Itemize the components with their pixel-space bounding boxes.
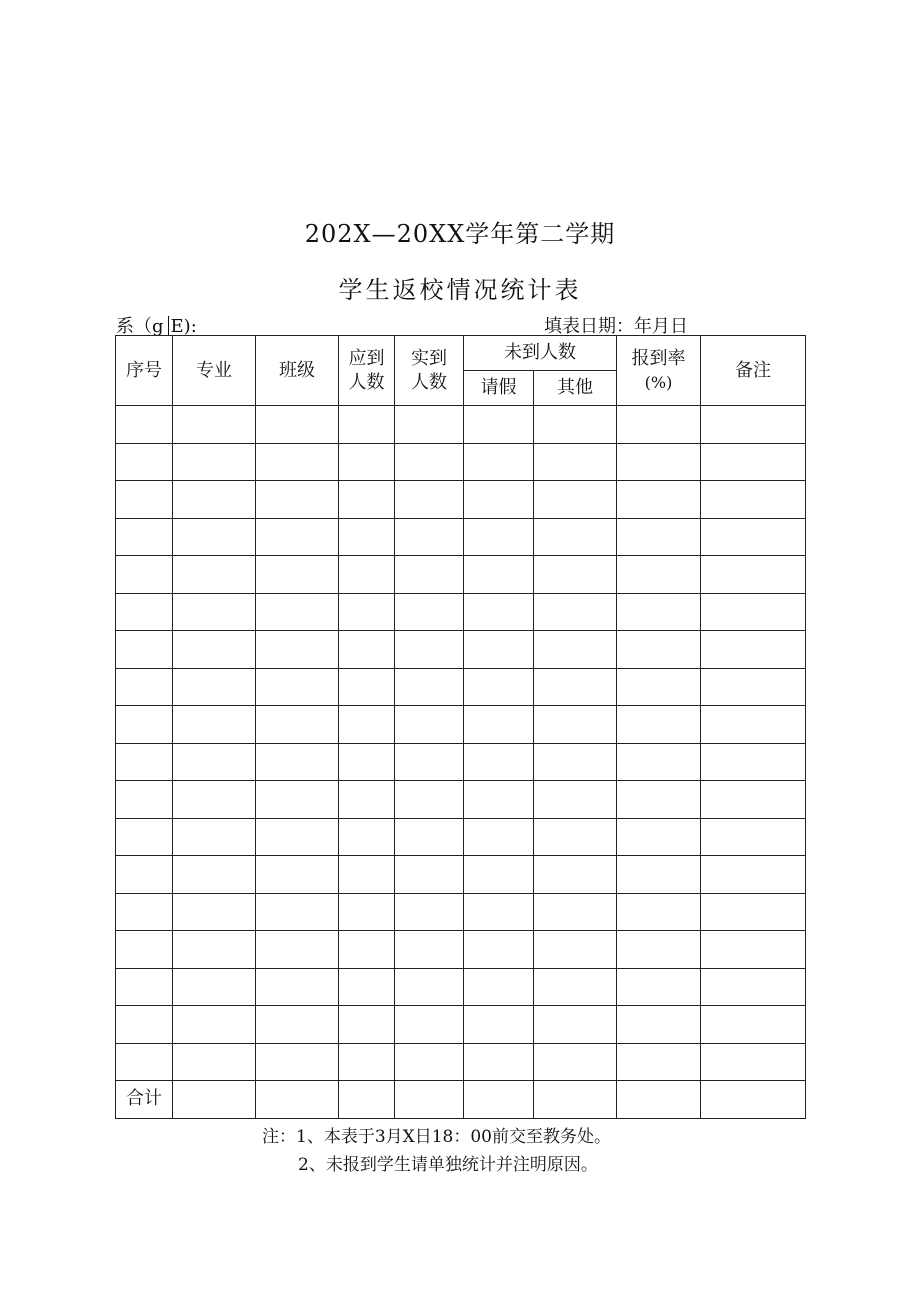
table-cell[interactable]	[464, 1043, 534, 1081]
table-cell[interactable]	[464, 1006, 534, 1044]
table-cell[interactable]	[464, 856, 534, 894]
table-cell[interactable]	[534, 593, 617, 631]
table-cell[interactable]	[339, 556, 395, 594]
table-row	[116, 968, 806, 1006]
table-cell[interactable]	[395, 893, 464, 931]
table-cell[interactable]	[173, 893, 256, 931]
table-cell[interactable]	[116, 893, 173, 931]
table-cell[interactable]	[534, 818, 617, 856]
table-row	[116, 856, 806, 894]
table-cell[interactable]	[534, 443, 617, 481]
table-cell[interactable]	[464, 668, 534, 706]
table-cell[interactable]	[116, 481, 173, 519]
table-cell[interactable]	[339, 631, 395, 669]
department-separator	[168, 316, 169, 336]
table-cell[interactable]	[256, 481, 339, 519]
table-cell[interactable]	[617, 443, 701, 481]
table-cell[interactable]	[339, 518, 395, 556]
total-label: 合计	[116, 1081, 173, 1119]
table-cell[interactable]	[534, 1006, 617, 1044]
table-row	[116, 593, 806, 631]
header-other: 其他	[534, 371, 617, 406]
table-cell[interactable]	[701, 443, 806, 481]
table-cell[interactable]	[173, 856, 256, 894]
table-cell[interactable]	[173, 818, 256, 856]
table-cell[interactable]	[464, 556, 534, 594]
table-cell[interactable]	[464, 743, 534, 781]
table-cell[interactable]	[256, 818, 339, 856]
table-cell[interactable]	[339, 781, 395, 819]
table-cell[interactable]	[464, 818, 534, 856]
table-cell[interactable]	[173, 556, 256, 594]
table-cell[interactable]	[617, 668, 701, 706]
table-cell[interactable]	[534, 668, 617, 706]
table-row	[116, 743, 806, 781]
table-row	[116, 406, 806, 444]
fill-date-field[interactable]: 填表日期：年月日	[544, 316, 688, 337]
table-cell[interactable]	[339, 1006, 395, 1044]
table-cell[interactable]	[701, 1043, 806, 1081]
table-cell[interactable]	[339, 818, 395, 856]
table-cell[interactable]	[464, 706, 534, 744]
table-cell[interactable]	[701, 968, 806, 1006]
table-cell[interactable]	[116, 518, 173, 556]
table-cell[interactable]	[534, 743, 617, 781]
header-rate-line1: 报到率	[631, 347, 686, 369]
table-cell[interactable]	[464, 443, 534, 481]
table-cell[interactable]	[116, 931, 173, 969]
header-actual	[395, 336, 464, 406]
table-cell[interactable]	[617, 893, 701, 931]
table-cell[interactable]	[173, 1081, 256, 1119]
table-cell[interactable]	[173, 668, 256, 706]
table-cell[interactable]	[339, 968, 395, 1006]
table-cell[interactable]	[173, 593, 256, 631]
table-cell[interactable]	[173, 406, 256, 444]
table-cell[interactable]	[256, 743, 339, 781]
table-cell[interactable]	[701, 593, 806, 631]
table-cell[interactable]	[701, 781, 806, 819]
table-cell[interactable]	[173, 931, 256, 969]
table-cell[interactable]	[116, 856, 173, 894]
table-cell[interactable]	[534, 968, 617, 1006]
table-row	[116, 931, 806, 969]
table-cell[interactable]	[256, 406, 339, 444]
table-cell[interactable]	[617, 818, 701, 856]
table-cell[interactable]	[617, 406, 701, 444]
form-title-term: 202X—20XX学年第二学期	[304, 220, 616, 248]
table-cell[interactable]	[701, 743, 806, 781]
table-cell[interactable]	[173, 518, 256, 556]
table-row	[116, 1043, 806, 1081]
table-cell[interactable]	[256, 1043, 339, 1081]
table-cell[interactable]	[116, 818, 173, 856]
table-cell[interactable]	[256, 781, 339, 819]
table-cell[interactable]	[339, 856, 395, 894]
table-cell[interactable]	[256, 443, 339, 481]
table-cell[interactable]	[464, 518, 534, 556]
table-cell[interactable]	[395, 593, 464, 631]
header-leave: 请假	[464, 371, 534, 406]
table-cell[interactable]	[116, 743, 173, 781]
table-cell[interactable]	[464, 968, 534, 1006]
table-cell[interactable]	[116, 781, 173, 819]
table-row	[116, 781, 806, 819]
header-remarks: 备注	[701, 336, 806, 406]
header-expected-line1: 应到	[348, 347, 385, 369]
table-cell[interactable]	[256, 668, 339, 706]
table-cell[interactable]	[173, 781, 256, 819]
table-cell[interactable]	[339, 1043, 395, 1081]
table-row	[116, 818, 806, 856]
table-cell[interactable]	[617, 1006, 701, 1044]
table-cell[interactable]	[116, 1043, 173, 1081]
table-cell[interactable]	[395, 1043, 464, 1081]
form-title-name: 学生返校情况统计表	[338, 276, 582, 304]
table-cell[interactable]	[395, 406, 464, 444]
table-cell[interactable]	[395, 668, 464, 706]
table-cell[interactable]	[339, 931, 395, 969]
table-cell[interactable]	[701, 818, 806, 856]
department-label-b: E):	[170, 316, 197, 337]
header-absent: 未到人数	[464, 336, 617, 371]
table-cell[interactable]	[339, 593, 395, 631]
table-cell[interactable]	[701, 518, 806, 556]
table-cell[interactable]	[339, 706, 395, 744]
table-cell[interactable]	[339, 481, 395, 519]
table-cell[interactable]	[256, 706, 339, 744]
table-cell[interactable]	[395, 1081, 464, 1119]
table-cell[interactable]	[173, 443, 256, 481]
table-cell[interactable]	[617, 931, 701, 969]
table-cell[interactable]	[173, 743, 256, 781]
return-statistics-table	[115, 335, 806, 1119]
header-major: 专业	[173, 336, 256, 406]
table-cell[interactable]	[617, 743, 701, 781]
table-cell[interactable]	[395, 518, 464, 556]
table-cell[interactable]	[464, 631, 534, 669]
header-rate	[617, 336, 701, 406]
table-cell[interactable]	[173, 1043, 256, 1081]
table-cell[interactable]	[617, 481, 701, 519]
table-cell[interactable]	[534, 706, 617, 744]
table-cell[interactable]	[339, 743, 395, 781]
table-cell[interactable]	[173, 631, 256, 669]
total-row	[116, 1081, 806, 1119]
table-cell[interactable]	[534, 931, 617, 969]
table-cell[interactable]	[617, 781, 701, 819]
table-row	[116, 631, 806, 669]
table-cell[interactable]	[395, 706, 464, 744]
department-label-a: 系（g	[116, 316, 164, 337]
table-cell[interactable]	[617, 518, 701, 556]
table-cell[interactable]	[256, 931, 339, 969]
table-cell[interactable]	[116, 668, 173, 706]
header-class: 班级	[256, 336, 339, 406]
table-row	[116, 1006, 806, 1044]
table-row	[116, 893, 806, 931]
note-2: 2、未报到学生请单独统计并注明原因。	[298, 1155, 598, 1175]
table-cell[interactable]	[395, 743, 464, 781]
table-cell[interactable]	[116, 631, 173, 669]
table-cell[interactable]	[256, 631, 339, 669]
table-cell[interactable]	[256, 556, 339, 594]
table-cell[interactable]	[116, 1006, 173, 1044]
table-cell[interactable]	[701, 856, 806, 894]
table-cell[interactable]	[534, 893, 617, 931]
table-cell[interactable]	[395, 818, 464, 856]
table-cell[interactable]	[617, 1081, 701, 1119]
table-cell[interactable]	[339, 893, 395, 931]
table-row	[116, 556, 806, 594]
table-cell[interactable]	[617, 1043, 701, 1081]
table-cell[interactable]	[534, 481, 617, 519]
table-cell[interactable]	[464, 931, 534, 969]
table-cell[interactable]	[534, 856, 617, 894]
table-cell[interactable]	[701, 1081, 806, 1119]
table-cell[interactable]	[339, 1081, 395, 1119]
header-actual-line1: 实到	[411, 347, 447, 369]
table-cell[interactable]	[464, 781, 534, 819]
table-cell[interactable]	[617, 968, 701, 1006]
table-cell[interactable]	[173, 481, 256, 519]
table-cell[interactable]	[701, 556, 806, 594]
table-cell[interactable]	[339, 443, 395, 481]
table-cell[interactable]	[617, 706, 701, 744]
table-cell[interactable]	[534, 781, 617, 819]
table-cell[interactable]	[534, 1043, 617, 1081]
table-row	[116, 668, 806, 706]
table-row	[116, 706, 806, 744]
table-row	[116, 518, 806, 556]
table-cell[interactable]	[173, 1006, 256, 1044]
table-cell[interactable]	[173, 968, 256, 1006]
header-expected-line2: 人数	[348, 371, 385, 393]
table-cell[interactable]	[395, 856, 464, 894]
table-cell[interactable]	[256, 856, 339, 894]
table-cell[interactable]	[116, 968, 173, 1006]
table-cell[interactable]	[116, 406, 173, 444]
table-cell[interactable]	[701, 406, 806, 444]
table-cell[interactable]	[464, 593, 534, 631]
table-cell[interactable]	[256, 1006, 339, 1044]
table-cell[interactable]	[256, 593, 339, 631]
table-cell[interactable]	[534, 518, 617, 556]
table-cell[interactable]	[256, 968, 339, 1006]
table-cell[interactable]	[534, 631, 617, 669]
table-cell[interactable]	[701, 631, 806, 669]
header-rate-line2: (%)	[644, 372, 673, 392]
table-cell[interactable]	[395, 481, 464, 519]
table-cell[interactable]	[395, 1006, 464, 1044]
table-cell[interactable]	[534, 556, 617, 594]
header-index: 序号	[116, 336, 173, 406]
table-cell[interactable]	[116, 593, 173, 631]
table-cell[interactable]	[464, 1081, 534, 1119]
table-cell[interactable]	[701, 706, 806, 744]
table-cell[interactable]	[395, 931, 464, 969]
table-cell[interactable]	[395, 556, 464, 594]
table-cell[interactable]	[339, 406, 395, 444]
table-cell[interactable]	[116, 443, 173, 481]
table-cell[interactable]	[395, 968, 464, 1006]
table-cell[interactable]	[256, 518, 339, 556]
header-expected	[339, 336, 395, 406]
table-cell[interactable]	[701, 1006, 806, 1044]
table-cell[interactable]	[534, 1081, 617, 1119]
table-cell[interactable]	[395, 443, 464, 481]
table-cell[interactable]	[116, 706, 173, 744]
table-cell[interactable]	[464, 406, 534, 444]
table-cell[interactable]	[701, 931, 806, 969]
table-cell[interactable]	[617, 631, 701, 669]
header-actual-line2: 人数	[411, 371, 447, 393]
table-cell[interactable]	[173, 706, 256, 744]
table-cell[interactable]	[256, 1081, 339, 1119]
table-cell[interactable]	[464, 481, 534, 519]
table-cell[interactable]	[395, 781, 464, 819]
table-cell[interactable]	[617, 556, 701, 594]
table-row	[116, 481, 806, 519]
table-cell[interactable]	[464, 893, 534, 931]
note-1: 注：1、本表于3月X日18：00前交至教务处。	[262, 1127, 611, 1147]
table-row	[116, 443, 806, 481]
table-body	[116, 406, 806, 1081]
table-cell[interactable]	[534, 406, 617, 444]
table-cell[interactable]	[395, 631, 464, 669]
table-cell[interactable]	[617, 593, 701, 631]
table-cell[interactable]	[701, 481, 806, 519]
table-cell[interactable]	[617, 856, 701, 894]
table-cell[interactable]	[116, 556, 173, 594]
table-cell[interactable]	[701, 668, 806, 706]
table-cell[interactable]	[256, 893, 339, 931]
table-cell[interactable]	[701, 893, 806, 931]
table-cell[interactable]	[339, 668, 395, 706]
